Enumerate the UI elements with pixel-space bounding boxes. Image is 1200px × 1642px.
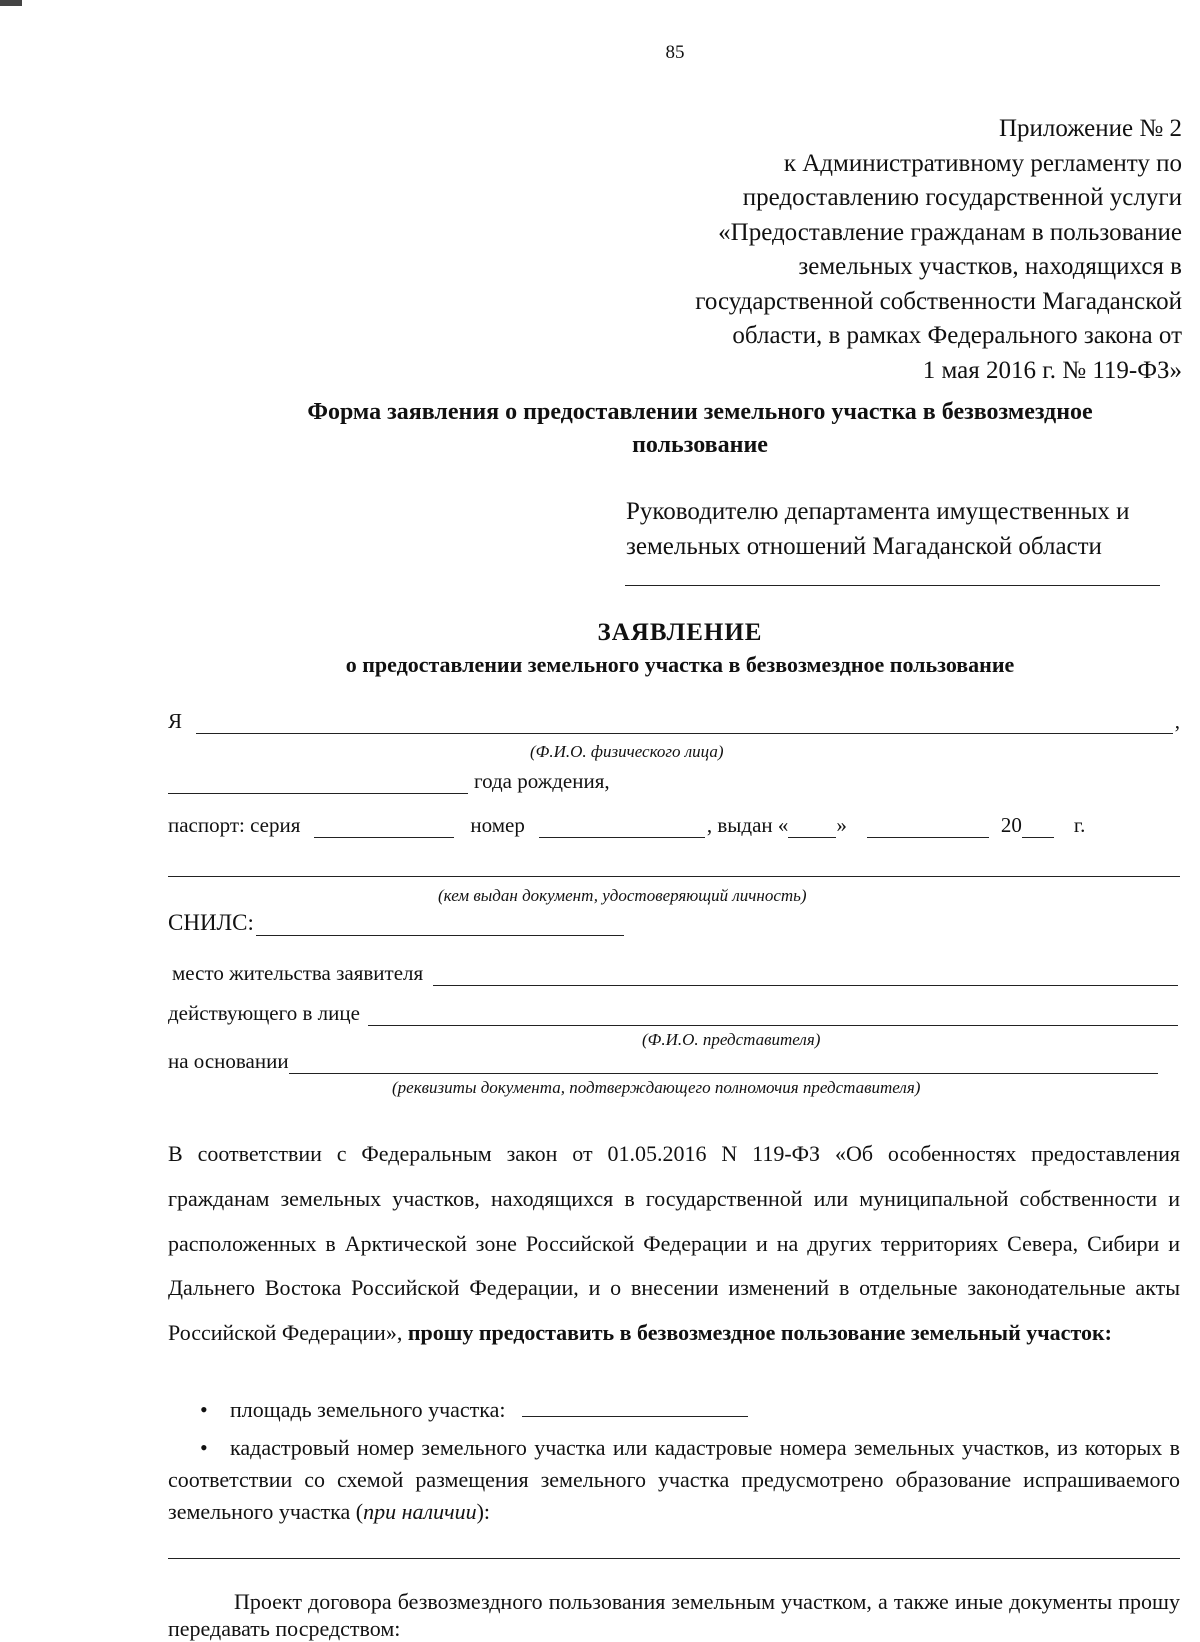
document-title-subheading: о предоставлении земельного участка в безвозмездное пользование — [345, 652, 1015, 677]
passport-row — [168, 812, 1180, 838]
snils-label: СНИЛС: — [168, 910, 254, 935]
delivery-paragraph: Проект договора безвозмездного пользования земельным участком, а также иные документы прошу передавать посредством: — [168, 1589, 1180, 1641]
request-paragraph — [168, 1132, 1180, 1356]
passport-series-label: паспорт: серия — [168, 813, 301, 837]
issued-day-field[interactable] — [788, 817, 836, 838]
bullet-icon: • — [200, 1397, 208, 1422]
birth-year-label: года рождения, — [474, 769, 610, 793]
fio-field[interactable] — [196, 713, 1173, 734]
bullet-icon: • — [200, 1435, 208, 1460]
fio-caption: (Ф.И.О. физического лица) — [530, 742, 724, 761]
appendix-line: к Административному регламенту по — [783, 149, 1182, 177]
area-label: площадь земельного участка: — [230, 1397, 506, 1422]
issued-by-field[interactable] — [168, 876, 1180, 877]
passport-number-field[interactable] — [539, 817, 705, 838]
addressee-line-2: земельных отношений Магаданской области — [626, 533, 1102, 560]
appendix-line: «Предоставление гражданам в пользование — [718, 218, 1182, 246]
year-suffix: г. — [1073, 813, 1086, 837]
appendix-line: 1 мая 2016 г. № 119-ФЗ» — [922, 356, 1182, 384]
representative-caption: (Ф.И.О. представителя) — [642, 1030, 821, 1049]
document-title — [160, 616, 1200, 680]
addressee-signature-field[interactable] — [625, 585, 1160, 586]
passport-number-label: номер — [470, 813, 525, 837]
passport-series-field[interactable] — [314, 817, 454, 838]
issued-month-field[interactable] — [867, 817, 989, 838]
i-comma: , — [1174, 709, 1180, 733]
appendix-line: государственной собственности Магаданской — [695, 287, 1182, 315]
cadastral-bullet — [168, 1432, 1180, 1528]
quote-close: » — [836, 813, 847, 837]
issued-by-caption: (кем выдан документ, удостоверяющий личность) — [438, 886, 807, 905]
i-label: Я — [168, 709, 183, 733]
basis-row — [168, 1048, 1160, 1074]
cadastral-italic: при наличии — [363, 1499, 477, 1524]
appendix-line: предоставлению государственной услуги — [742, 184, 1182, 211]
scan-corner-mark — [0, 0, 22, 6]
issued-year-field[interactable] — [1022, 817, 1054, 838]
snils-field[interactable] — [256, 915, 624, 936]
request-paragraph-text: В соответствии с Федеральным закон от 01.05.2016 N 119-ФЗ «Об особенностях предоставления гражданам земельных участков, находящихся в государственной или муниципальной собственности и расположенных в Арктической зоне Российской Федерации и на других территориях Севера, Сибири и Дальнего Востока Российской Федерации, и о внесении изменений в отдельные законодательные акты Российской Федерации», — [168, 1141, 1180, 1346]
cadastral-end: ): — [476, 1499, 491, 1524]
year-prefix: 20 — [1000, 813, 1022, 837]
representative-field[interactable] — [368, 1005, 1178, 1026]
form-title-line: Форма заявления о предоставлении земельного участка в безвозмездное — [307, 399, 1093, 425]
birth-year-field[interactable] — [168, 773, 468, 794]
cadastral-number-field[interactable] — [168, 1558, 1180, 1559]
cadastral-text: кадастровый номер земельного участка или кадастровые номера земельных участков, из которых в соответствии со схемой размещения земельного участка предусмотрено образование испрашиваемого земельного участка ( — [168, 1435, 1180, 1524]
basis-caption: (реквизиты документа, подтверждающего полномочия представителя) — [392, 1078, 921, 1097]
appendix-line: земельных участков, находящихся в — [798, 253, 1182, 280]
snils-row — [168, 910, 1180, 936]
residence-field[interactable] — [433, 965, 1178, 986]
appendix-block — [695, 112, 1182, 388]
appendix-line: Приложение № 2 — [998, 115, 1182, 142]
basis-field[interactable] — [289, 1053, 1158, 1074]
basis-label: на основании — [168, 1049, 289, 1073]
page-number: 85 — [665, 42, 685, 63]
residence-row — [168, 960, 1180, 986]
appendix-line: области, в рамках Федерального закона от — [732, 322, 1182, 349]
form-title — [200, 396, 1200, 462]
request-paragraph-bold: прошу предоставить в безвозмездное пользование земельный участок: — [402, 1320, 1112, 1346]
document-title-heading: ЗАЯВЛЕНИЕ — [597, 619, 763, 646]
representative-label: действующего в лице — [168, 1001, 360, 1025]
area-field[interactable] — [522, 1398, 748, 1417]
representative-row — [168, 1000, 1180, 1026]
fio-row — [168, 708, 1180, 734]
addressee — [626, 494, 1130, 564]
issued-label: , выдан « — [706, 813, 789, 837]
residence-label: место жительства заявителя — [172, 961, 424, 985]
form-title-line: пользование — [632, 432, 768, 458]
addressee-line-1: Руководителю департамента имущественных и — [626, 498, 1130, 525]
area-bullet — [168, 1394, 1180, 1426]
birth-row — [168, 768, 1180, 794]
